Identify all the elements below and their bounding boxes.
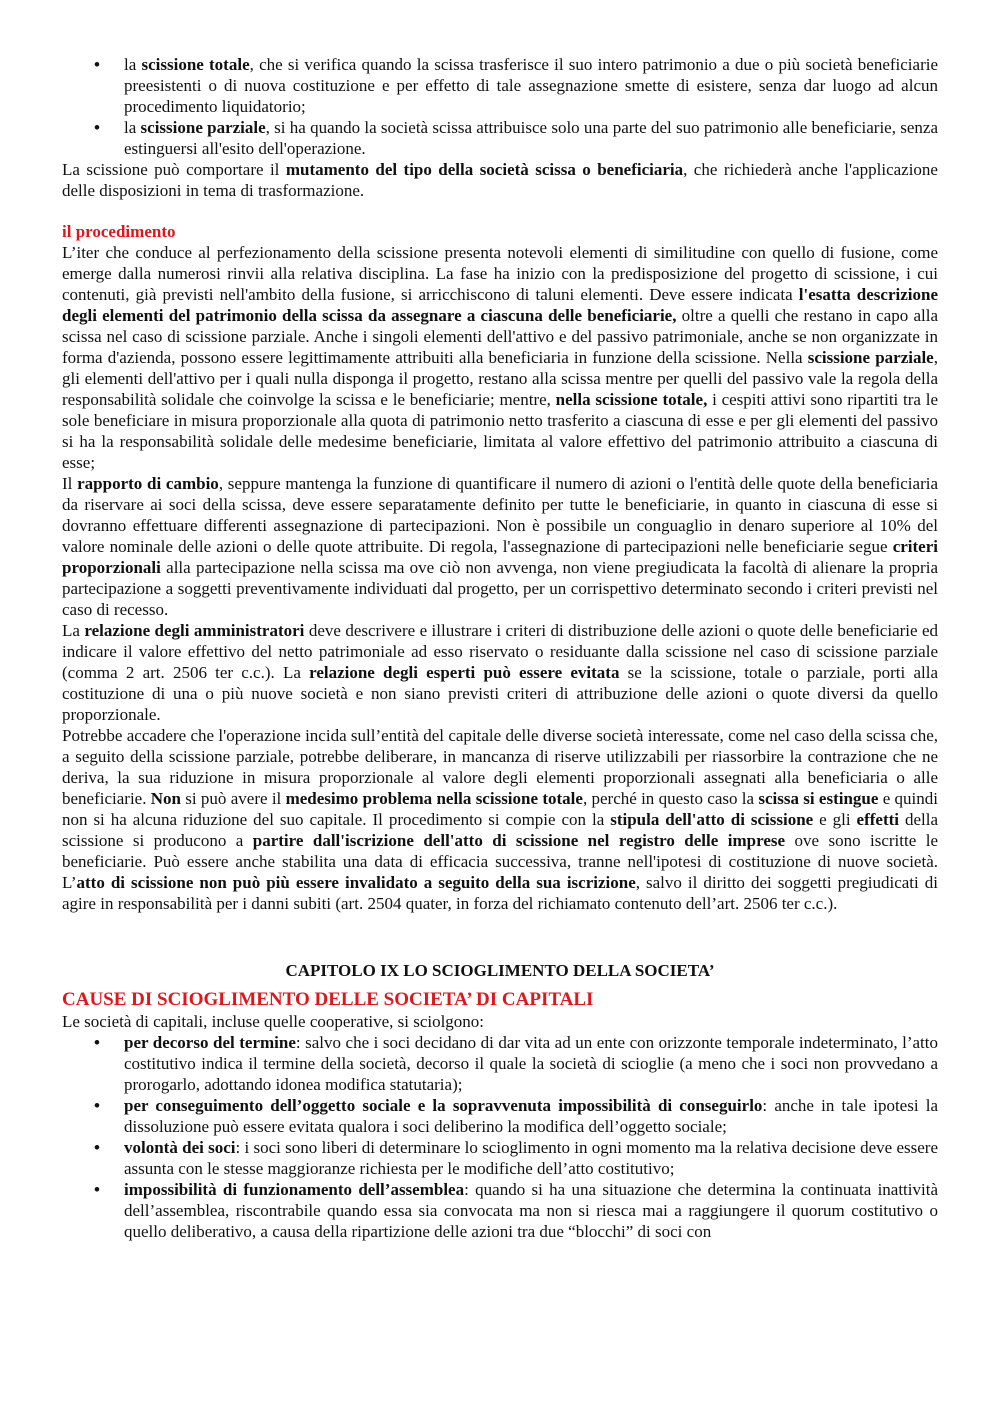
paragraph: L’iter che conduce al perfezionamento della scissione presenta notevoli elementi di similitudine con quello di fusione, come emerge dalla numerosi rinvii alla relativa disciplina. La fase ha inizio con la predisposizione del progetto di scissione, i cui contenuti, già previsti nell'ambito della fusione, si arricchiscono di taluni elementi. Deve essere indicata l'esatta descrizione degli elementi del patrimonio della scissa da assegnare a ciascuna delle beneficiarie, oltre a quelli che restano in capo alla scissa nel caso di scissione parziale. Anche i singoli elementi dell'attivo e del passivo patrimoniale, anche se non organizzate in forma d'azienda, possono essere legittimamente attribuiti alla beneficiaria in funzione della scissione. Nella scissione parziale, gli elementi dell'attivo per i quali nulla disponga il progetto, restano alla scissa mentre per quelli del passivo vale la regola della responsabilità solidale che coinvolge la scissa e le beneficiarie; mentre, nella scissione totale, i cespiti attivi sono ripartiti tra le sole beneficiare in misura proporzionale alla quota di patrimonio netto trasferito a ciascuna di esse e per gli elementi del passivo si ha la responsabilità solidale delle medesime beneficiarie, limitata al valore effettivo del patrimonio attribuito a ciascuna di esse; <box>62 243 938 472</box>
section-heading-procedimento: il procedimento <box>62 222 176 241</box>
list-item: • per decorso del termine: salvo che i soci decidano di dar vita ad un ente con orizzonte temporale indeterminato, l’atto costitutivo indica il termine della società, decorso il quale la società di scioglie (a meno che i soci non provvedano a prorogarlo, adottando idonea modifica statutaria); <box>124 1032 938 1095</box>
paragraph-intro: Le società di capitali, incluse quelle cooperative, si sciolgono: <box>62 1012 485 1031</box>
document-page <box>62 54 938 1242</box>
paragraph-mutamento: La scissione può comportare il mutamento del tipo della società scissa o beneficiaria, che richiederà anche l'applicazione delle disposizioni in tema di trasformazione. <box>62 160 938 200</box>
dissolution-causes-list <box>62 1032 938 1242</box>
paragraph: Il rapporto di cambio, seppure mantenga la funzione di quantificare il numero di azioni o l'entità delle quote della beneficiaria da riservare ai soci della scissa, deve essere separatamente definito per tutte le beneficiarie, in quanto in ciascuna di esse si dovranno effettuare differenti assegnazione di partecipazioni. Non è possibile un conguaglio in denaro superiore al 10% del valore nominale delle azioni o delle quote attribuite. Di regola, l'assegnazione di partecipazioni nelle beneficiarie segue criteri proporzionali alla partecipazione nella scissa ma ove ciò non avvenga, non viene pregiudicata la facoltà di alienare la propria partecipazione a soggetti preventivamente individuati dal progetto, per un corrispettivo determinato secondo i criteri previsti nel caso di recesso. <box>62 474 939 619</box>
list-item: • impossibilità di funzionamento dell’assemblea: quando si ha una situazione che determina la continuata inattività dell’assemblea, riscontrabile quando essa sia convocata ma non si riesca mai a raggiungere il quorum costitutivo o quello deliberativo, a causa della ripartizione delle azioni tra due “blocchi” di soci con <box>124 1179 938 1242</box>
paragraph: Potrebbe accadere che l'operazione incida sull’entità del capitale delle diverse società interessate, come nel caso della scissa che, a seguito della scissione parziale, potrebbe deliberare, in mancanza di riserve utilizzabili per riassorbire la contrazione che ne deriva, la sua riduzione in misura proporzionale al valore degli elementi proporzionali assegnati alla beneficiaria o alle beneficiarie. Non si può avere il medesimo problema nella scissione totale, perché in questo caso la scissa si estingue e quindi non si ha alcuna riduzione del suo capitale. Il procedimento si compie con la stipula dell'atto di scissione e gli effetti della scissione si producono a partire dall'iscrizione dell'atto di scissione nel registro delle imprese ove sono iscritte le beneficiarie. Può essere anche stabilita una data di efficacia successiva, tranne nell'ipotesi di costituzione di nuove società. L’atto di scissione non può più essere invalidato a seguito della sua iscrizione, salvo il diritto dei soggetti pregiudicati di agire in responsabilità per i danni subiti (art. 2504 quater, in forza del richiamato contenuto dell’art. 2506 ter c.c.). <box>62 726 938 913</box>
list-item: • volontà dei soci: i soci sono liberi di determinare lo scioglimento in ogni momento ma la relativa decisione deve essere assunta con le stesse maggioranze richiesta per le modifiche dell’atto costitutivo; <box>124 1137 938 1179</box>
chapter-title: CAPITOLO IX LO SCIOGLIMENTO DELLA SOCIETA’ <box>285 961 715 980</box>
list-item: • la scissione parziale, si ha quando la società scissa attribuisce solo una parte del suo patrimonio alle beneficiarie, senza estinguersi all'esito dell'operazione. <box>124 117 938 159</box>
paragraph: La relazione degli amministratori deve descrivere e illustrare i criteri di distribuzione delle azioni o quote delle beneficiarie ed indicare il valore effettivo del netto patrimoniale ad esso riservato o residuante dalla scissione nel caso di scissione parziale (comma 2 art. 2506 ter c.c.). La relazione degli esperti può essere evitata se la scissione, totale o parziale, porti alla costituzione di una o più nuove società e non siano previsti criteri di attribuzione delle azioni o quote diversi da quello proporzionale. <box>62 621 939 724</box>
list-item: • per conseguimento dell’oggetto sociale e la sopravvenuta impossibilità di conseguirlo: anche in tale ipotesi la dissoluzione può essere evitata qualora i soci deliberino la modifica dell’oggetto sociale; <box>124 1095 938 1137</box>
scission-types-list <box>62 54 938 159</box>
section-heading-cause: CAUSE DI SCIOGLIMENTO DELLE SOCIETA’ DI CAPITALI <box>62 989 594 1010</box>
list-item: • la scissione totale, che si verifica quando la scissa trasferisce il suo intero patrimonio a due o più società beneficiarie preesistenti o di nuova costituzione e per effetto di tale assegnazione smette di esistere, senza dar luogo ad alcun procedimento liquidatorio; <box>124 54 938 117</box>
